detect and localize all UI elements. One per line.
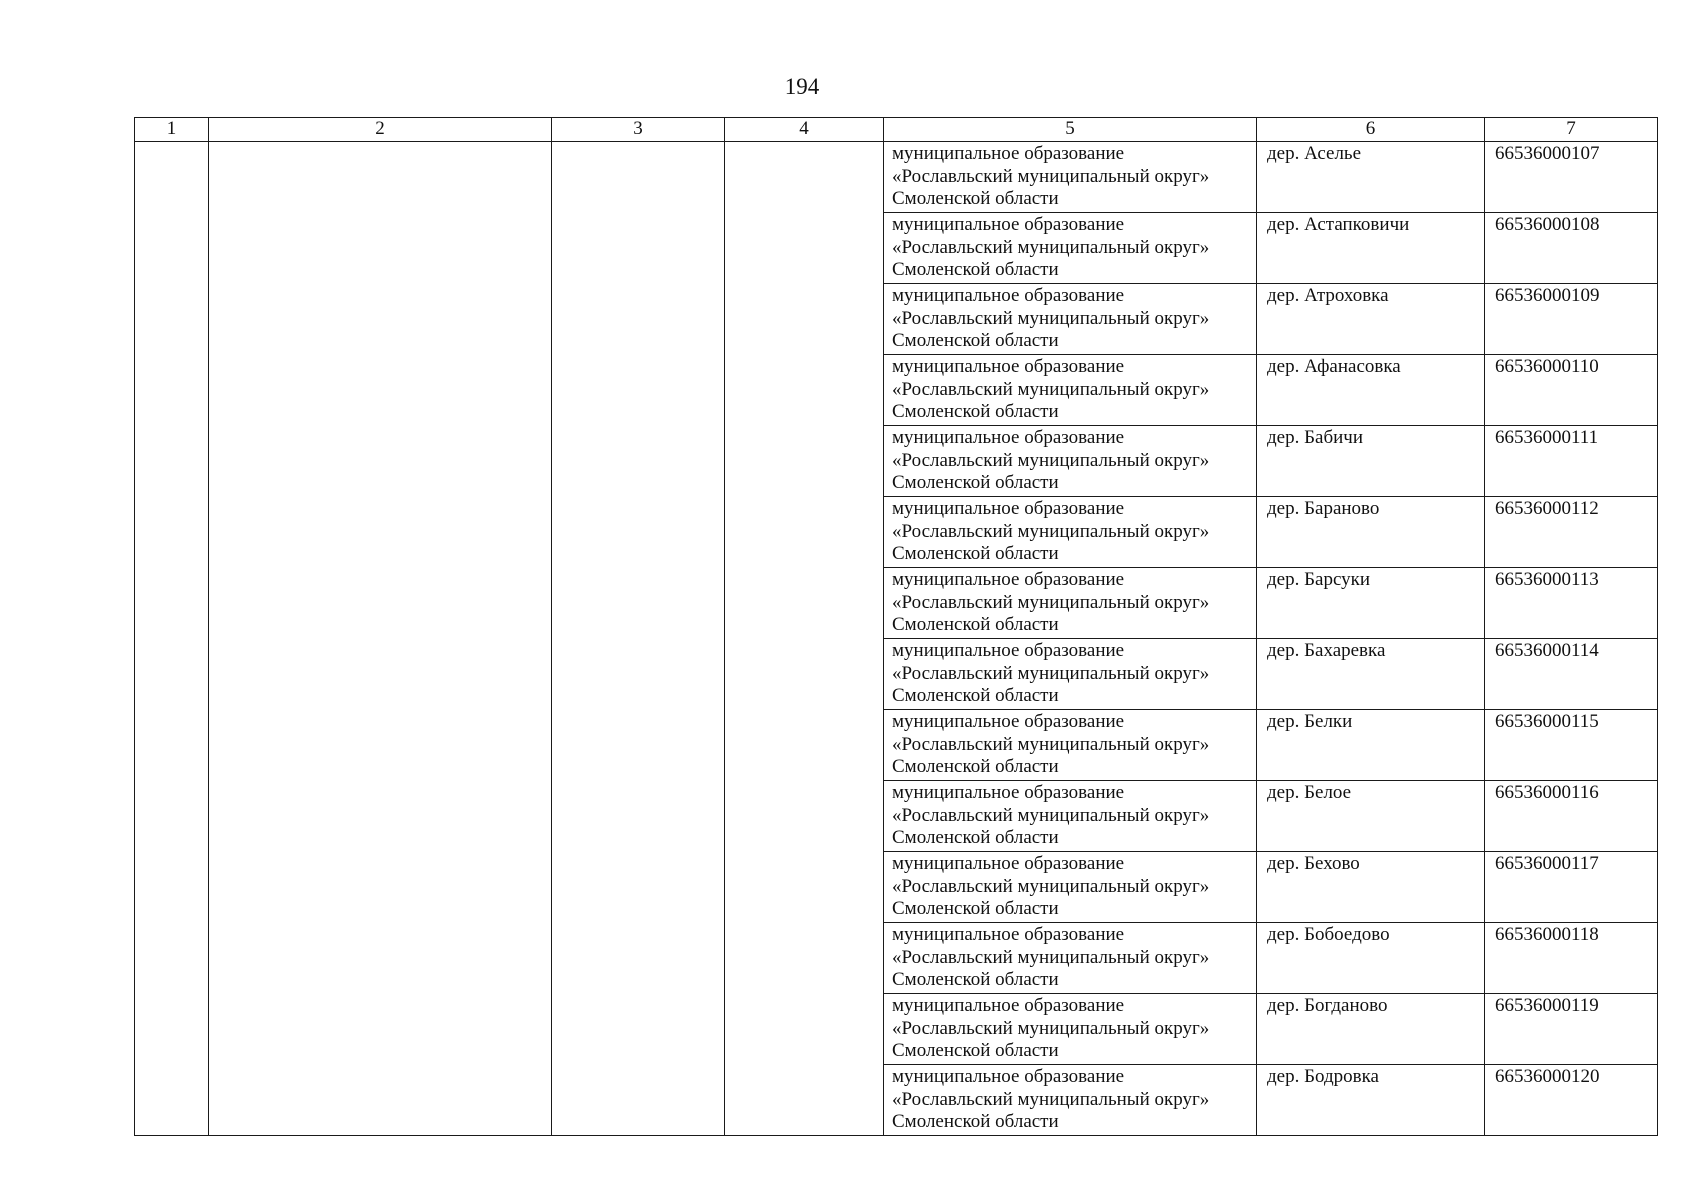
- table-body: [135, 118, 1658, 1136]
- entity-line: «Рославльский муниципальный округ»: [892, 733, 1210, 755]
- entity-line: муниципальное образование: [892, 853, 1125, 874]
- entity-cell: [884, 142, 1257, 213]
- entity-cell: [884, 355, 1257, 426]
- entity-line: Смоленской области: [892, 543, 1059, 564]
- settlement-cell: дер. Белки: [1257, 710, 1485, 781]
- entity-line: «Рославльский муниципальный округ»: [892, 804, 1210, 826]
- page-number: 194: [784, 74, 820, 99]
- entity-cell: [884, 852, 1257, 923]
- settlement-cell: дер. Бехово: [1257, 852, 1485, 923]
- merged-cell-col-3: [552, 142, 725, 1136]
- entity-line: Смоленской области: [892, 259, 1059, 280]
- code-cell: 66536000119: [1485, 994, 1658, 1065]
- settlement-cell: дер. Барсуки: [1257, 568, 1485, 639]
- entity-line: муниципальное образование: [892, 285, 1125, 306]
- entity-line: «Рославльский муниципальный округ»: [892, 591, 1210, 613]
- settlement-cell: дер. Бараново: [1257, 497, 1485, 568]
- settlement-cell: дер. Богданово: [1257, 994, 1485, 1065]
- entity-line: муниципальное образование: [892, 995, 1125, 1016]
- entity-line: муниципальное образование: [892, 143, 1125, 164]
- code-cell: 66536000117: [1485, 852, 1658, 923]
- entity-line: Смоленской области: [892, 401, 1059, 422]
- code-cell: 66536000114: [1485, 639, 1658, 710]
- settlement-cell: дер. Бабичи: [1257, 426, 1485, 497]
- header-row: [135, 118, 1658, 142]
- code-cell: 66536000112: [1485, 497, 1658, 568]
- settlement-cell: дер. Аселье: [1257, 142, 1485, 213]
- entity-line: Смоленской области: [892, 330, 1059, 351]
- entity-line: муниципальное образование: [892, 782, 1125, 803]
- code-cell: 66536000118: [1485, 923, 1658, 994]
- settlement-cell: дер. Атроховка: [1257, 284, 1485, 355]
- entity-cell: [884, 284, 1257, 355]
- entity-line: «Рославльский муниципальный округ»: [892, 946, 1210, 968]
- code-cell: 66536000108: [1485, 213, 1658, 284]
- entity-line: Смоленской области: [892, 756, 1059, 777]
- entity-line: «Рославльский муниципальный округ»: [892, 662, 1210, 684]
- entity-cell: [884, 639, 1257, 710]
- table-row: [135, 142, 1658, 213]
- entity-cell: [884, 426, 1257, 497]
- entity-line: «Рославльский муниципальный округ»: [892, 875, 1210, 897]
- entity-line: «Рославльский муниципальный округ»: [892, 378, 1210, 400]
- merged-cell-col-2: [209, 142, 552, 1136]
- code-cell: 66536000113: [1485, 568, 1658, 639]
- entity-line: муниципальное образование: [892, 427, 1125, 448]
- entity-cell: [884, 781, 1257, 852]
- column-header-5: 5: [884, 118, 1257, 142]
- entity-line: «Рославльский муниципальный округ»: [892, 1088, 1210, 1110]
- column-header-2: 2: [209, 118, 552, 142]
- settlement-cell: дер. Бобоедово: [1257, 923, 1485, 994]
- merged-cell-col-4: [725, 142, 884, 1136]
- entity-line: «Рославльский муниципальный округ»: [892, 165, 1210, 187]
- entity-line: Смоленской области: [892, 685, 1059, 706]
- entity-line: Смоленской области: [892, 614, 1059, 635]
- entity-line: Смоленской области: [892, 1040, 1059, 1061]
- column-header-4: 4: [725, 118, 884, 142]
- entity-line: Смоленской области: [892, 969, 1059, 990]
- entity-line: муниципальное образование: [892, 640, 1125, 661]
- entity-line: «Рославльский муниципальный округ»: [892, 449, 1210, 471]
- entity-line: Смоленской области: [892, 898, 1059, 919]
- entity-cell: [884, 923, 1257, 994]
- column-header-3: 3: [552, 118, 725, 142]
- code-cell: 66536000116: [1485, 781, 1658, 852]
- settlement-cell: дер. Бахаревка: [1257, 639, 1485, 710]
- code-cell: 66536000115: [1485, 710, 1658, 781]
- column-header-6: 6: [1257, 118, 1485, 142]
- column-header-1: 1: [135, 118, 209, 142]
- entity-line: муниципальное образование: [892, 356, 1125, 377]
- settlements-table: [134, 117, 1658, 1136]
- entity-line: «Рославльский муниципальный округ»: [892, 307, 1210, 329]
- code-cell: 66536000120: [1485, 1065, 1658, 1136]
- settlement-cell: дер. Астапковичи: [1257, 213, 1485, 284]
- code-cell: 66536000110: [1485, 355, 1658, 426]
- code-cell: 66536000111: [1485, 426, 1658, 497]
- column-header-7: 7: [1485, 118, 1658, 142]
- entity-cell: [884, 213, 1257, 284]
- entity-line: муниципальное образование: [892, 1066, 1125, 1087]
- entity-line: «Рославльский муниципальный округ»: [892, 1017, 1210, 1039]
- entity-line: Смоленской области: [892, 1111, 1059, 1132]
- entity-line: муниципальное образование: [892, 498, 1125, 519]
- entity-line: Смоленской области: [892, 472, 1059, 493]
- settlement-cell: дер. Афанасовка: [1257, 355, 1485, 426]
- settlement-cell: дер. Бодровка: [1257, 1065, 1485, 1136]
- entity-line: Смоленской области: [892, 188, 1059, 209]
- entity-line: «Рославльский муниципальный округ»: [892, 520, 1210, 542]
- entity-cell: [884, 994, 1257, 1065]
- entity-line: муниципальное образование: [892, 711, 1125, 732]
- entity-cell: [884, 568, 1257, 639]
- entity-line: муниципальное образование: [892, 569, 1125, 590]
- settlement-cell: дер. Белое: [1257, 781, 1485, 852]
- merged-cell-col-1: [135, 142, 209, 1136]
- code-cell: 66536000107: [1485, 142, 1658, 213]
- entity-cell: [884, 1065, 1257, 1136]
- entity-line: Смоленской области: [892, 827, 1059, 848]
- entity-line: муниципальное образование: [892, 214, 1125, 235]
- entity-line: муниципальное образование: [892, 924, 1125, 945]
- entity-cell: [884, 497, 1257, 568]
- code-cell: 66536000109: [1485, 284, 1658, 355]
- entity-line: «Рославльский муниципальный округ»: [892, 236, 1210, 258]
- entity-cell: [884, 710, 1257, 781]
